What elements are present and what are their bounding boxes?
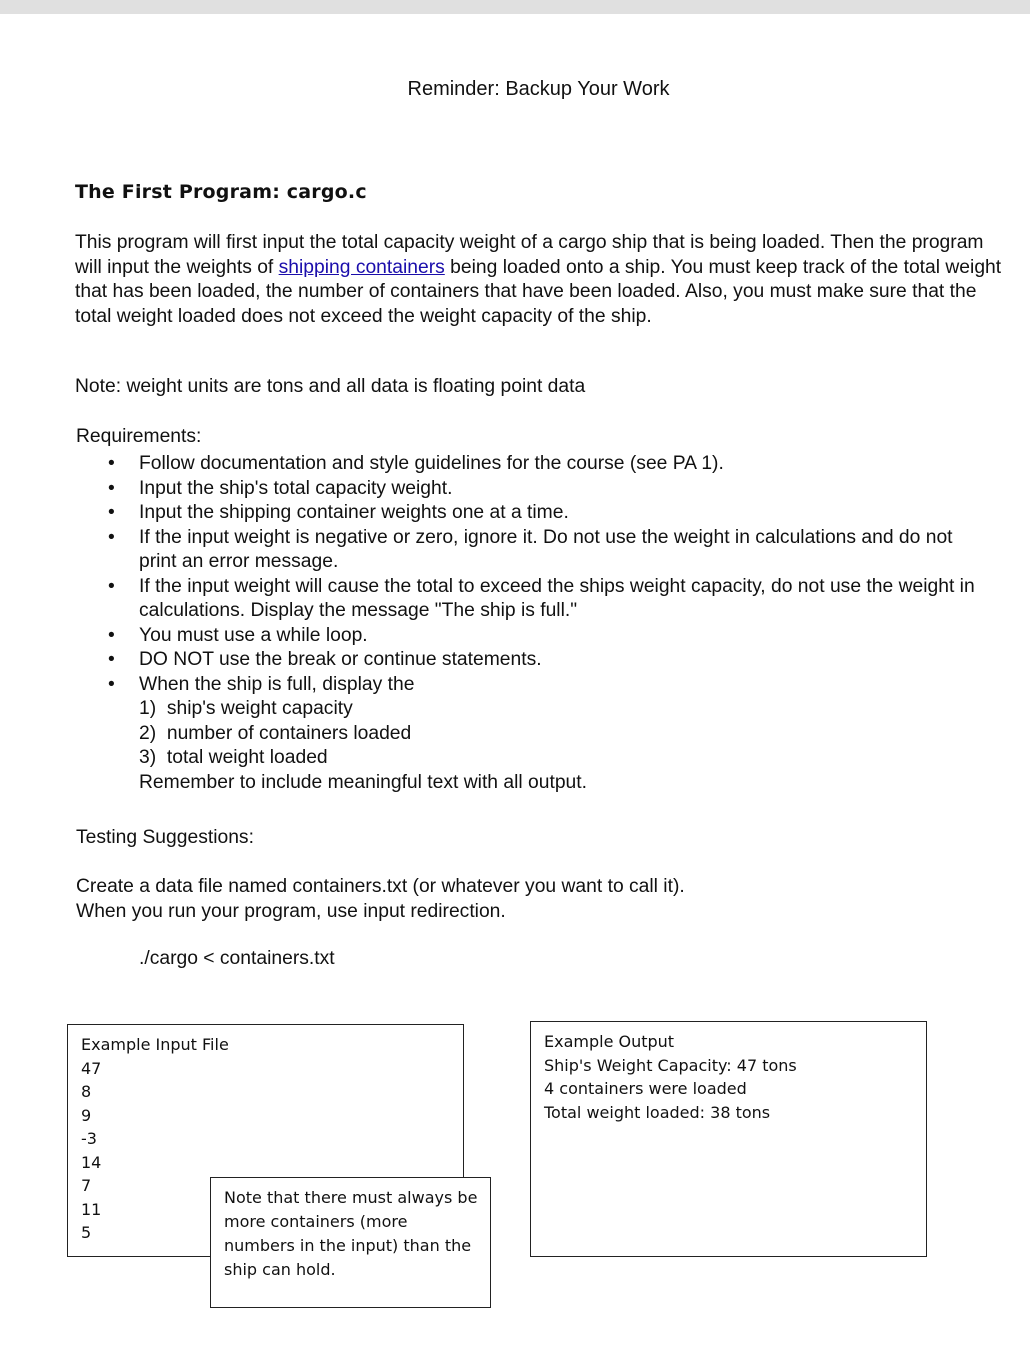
input-value: 14: [81, 1152, 102, 1172]
input-value: 47: [81, 1058, 102, 1078]
input-value: 11: [81, 1199, 102, 1219]
sub-item: 3) total weight loaded: [139, 747, 328, 768]
shipping-containers-link[interactable]: shipping containers: [278, 256, 445, 278]
intro-text-before: This program will first input the total capacity weight of a cargo ship that is being loaded. Then the program will input the weights of: [75, 232, 984, 278]
input-value: 5: [81, 1223, 92, 1242]
bullet-icon: •: [108, 526, 115, 548]
sub-item: 2) number of containers loaded: [139, 722, 412, 744]
example-output-box: [530, 1021, 927, 1257]
section-heading: The First Program: cargo.c: [75, 181, 367, 203]
input-value: -3: [81, 1129, 97, 1148]
input-value: 7: [81, 1176, 92, 1195]
output-line: 4 containers were loaded: [544, 1079, 747, 1098]
list-item-text: Follow documentation and style guidelines for the course (see PA 1).: [139, 453, 724, 474]
intro-text-after: being loaded onto a ship. You must keep track of the total weight that has been loaded, the number of containers that have been loaded. Also, you must make sure that the total weight loaded does not exceed the weight capacity of the ship.: [75, 256, 1002, 327]
bullet-icon: •: [108, 624, 115, 646]
list-item: [108, 575, 988, 624]
list-item-text: You must use a while loop.: [139, 624, 368, 646]
input-value: 8: [81, 1082, 92, 1101]
top-bar: [0, 0, 1030, 14]
requirements-list: [108, 452, 988, 795]
sub-item: 1) ship's weight capacity: [139, 698, 353, 719]
bullet-icon: •: [108, 575, 115, 597]
command-example: ./cargo < containers.txt: [139, 948, 335, 969]
sub-item: Remember to include meaningful text with all output.: [139, 771, 587, 793]
intro-paragraph: [75, 231, 1010, 329]
list-item: [108, 624, 988, 649]
callout-note-box: Note that there must always be more containers (more numbers in the input) than the ship can hold.: [210, 1177, 491, 1308]
bullet-icon: •: [108, 477, 115, 499]
list-item: [108, 526, 988, 575]
list-item-text: Input the shipping container weights one at a time.: [139, 502, 569, 523]
example-input-title: Example Input File: [81, 1035, 229, 1054]
list-item-text: When the ship is full, display the: [139, 673, 415, 695]
testing-title: Testing Suggestions:: [76, 827, 254, 848]
list-item-text: Input the ship's total capacity weight.: [139, 477, 453, 499]
bullet-icon: •: [108, 453, 115, 474]
testing-instructions: [76, 875, 685, 924]
output-line: Total weight loaded: 38 tons: [544, 1102, 771, 1122]
list-item-text: DO NOT use the break or continue statements.: [139, 649, 542, 670]
testing-line: When you run your program, use input redirection.: [76, 900, 506, 922]
testing-line: Create a data file named containers.txt (or whatever you want to call it).: [76, 876, 685, 897]
output-line: Ship's Weight Capacity: 47 tons: [544, 1055, 797, 1075]
reminder-text: Reminder: Backup Your Work: [407, 78, 670, 100]
list-item: [108, 477, 988, 502]
list-item: [108, 673, 988, 796]
bullet-icon: •: [108, 502, 115, 523]
list-item: [108, 648, 988, 673]
list-item-text: If the input weight is negative or zero, ignore it. Do not use the weight in calculations and do not print an error message.: [139, 526, 953, 572]
bullet-icon: •: [108, 649, 115, 670]
list-item: [108, 501, 988, 526]
requirements-title: Requirements:: [76, 426, 202, 447]
list-item: [108, 452, 988, 477]
list-item-text: If the input weight will cause the total to exceed the ships weight capacity, do not use the weight in calculations. Display the message "The ship is full.": [139, 575, 975, 621]
example-output-title: Example Output: [544, 1032, 675, 1051]
bullet-icon: •: [108, 673, 115, 695]
input-value: 9: [81, 1105, 92, 1125]
units-note: Note: weight units are tons and all data is floating point data: [75, 376, 586, 397]
